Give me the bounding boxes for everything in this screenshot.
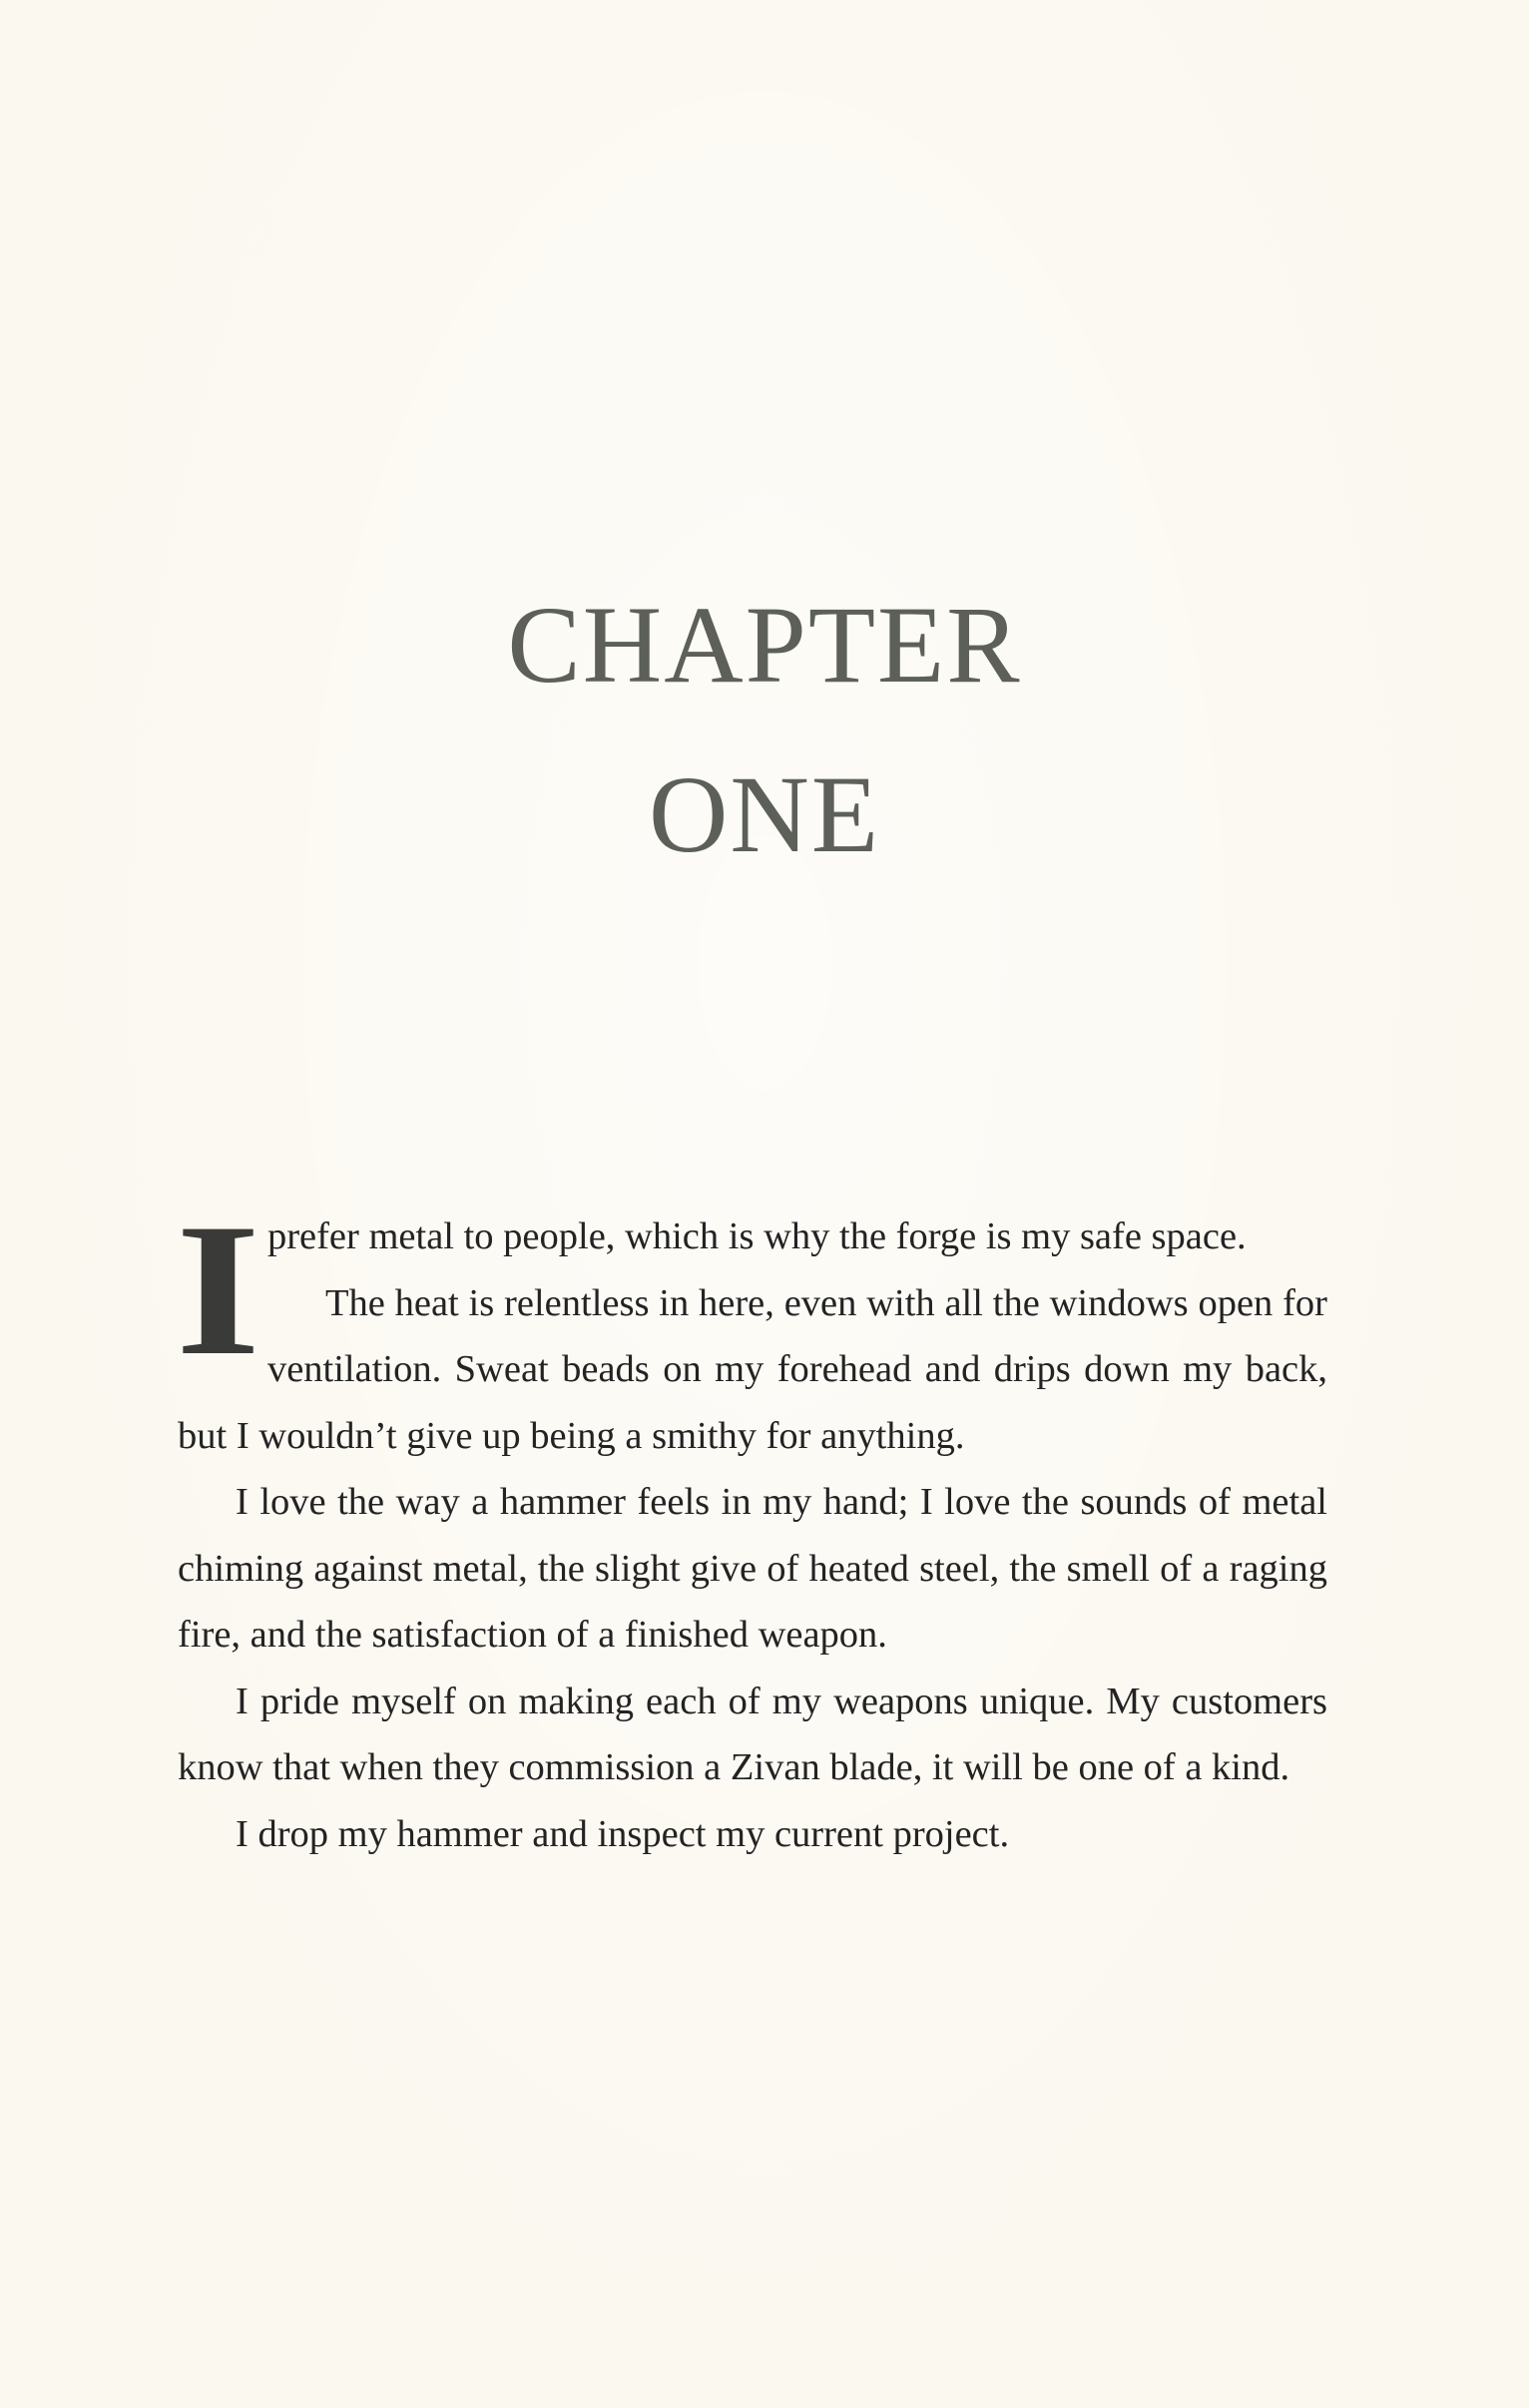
paragraph-5 [178,1801,1327,1868]
paragraph-3 [178,1469,1327,1669]
paragraph-text: I pride myself on making each of my weapons unique. My customers know that when they commission a Zivan blade, it will be one of a kind. [178,1680,1327,1788]
drop-cap: I [176,1186,261,1395]
paragraph-text: The heat is relentless in here, even with all the windows open for ventilation. Sweat beads on my forehead and drips down my back, but I wouldn’t give up being a smithy for anything. [178,1281,1327,1457]
chapter-title-line-2: ONE [648,753,881,876]
paragraph-text: I drop my hammer and inspect my current project. [236,1812,1010,1855]
paragraph-4 [178,1669,1327,1801]
chapter-title-line-1: CHAPTER [507,584,1022,707]
chapter-body [176,1186,1327,1867]
paragraph-2 [178,1270,1327,1470]
paragraph-text: prefer metal to people, which is why the forge is my safe space. [266,1215,1247,1257]
paragraph-text: I love the way a hammer feels in my hand; I love the sounds of metal chiming against metal, the slight give of heated steel, the smell of a raging fire, and the satisfaction of a finished weapon. [178,1481,1327,1656]
chapter-heading [0,560,1529,899]
